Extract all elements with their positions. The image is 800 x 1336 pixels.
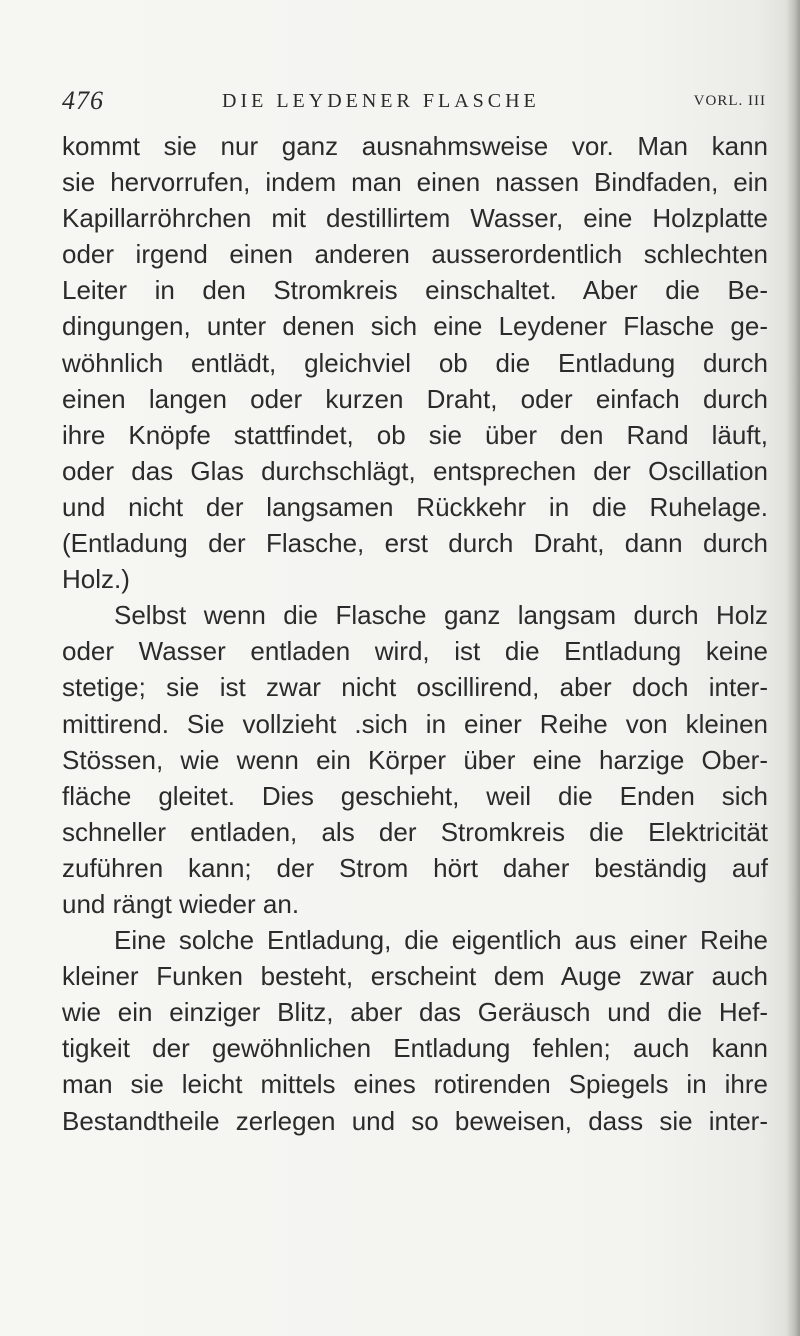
running-title: DIE LEYDENER FLASCHE: [222, 90, 540, 112]
text-line: und nicht der langsamen Rückkehr in die Ruhelage.: [62, 491, 768, 522]
text-line: schneller entladen, als der Stromkreis die Elektricität: [62, 816, 768, 847]
text-line: fläche gleitet. Dies geschieht, weil die Enden sich: [62, 780, 768, 811]
text-line: stetige; sie ist zwar nicht oscillirend, aber doch inter-: [62, 672, 768, 703]
text-line: Eine solche Entladung, die eigentlich aus einer Reihe: [114, 925, 768, 956]
text-line: dingungen, unter denen sich eine Leydener Flasche ge-: [62, 311, 768, 342]
text-line: oder irgend einen anderen ausserordentlich schlechten: [62, 239, 768, 270]
text-line: oder das Glas durchschlägt, entsprechen der Oscillation: [62, 455, 768, 486]
text-line: man sie leicht mittels eines rotirenden Spiegels in ihre: [62, 1069, 768, 1100]
text-line: ihre Knöpfe stattfindet, ob sie über den Rand läuft,: [62, 419, 768, 450]
text-line: Selbst wenn die Flasche ganz langsam durch Holz: [114, 600, 768, 631]
text-line: wöhnlich entlädt, gleichviel ob die Entladung durch: [62, 347, 768, 378]
body-text: [62, 128, 768, 1139]
text-line: kleiner Funken besteht, erscheint dem Auge zwar auch: [62, 961, 768, 992]
text-line: Bestandtheile zerlegen und so beweisen, dass sie inter-: [62, 1105, 768, 1136]
page-number: 476: [62, 86, 104, 115]
page-header: [62, 86, 770, 116]
text-line: Kapillarröhrchen mit destillirtem Wasser, eine Holzplatte: [62, 203, 768, 234]
lecture-reference: VORL. III: [693, 93, 766, 109]
text-line: Stössen, wie wenn ein Körper über eine harzige Ober-: [62, 744, 768, 775]
text-line: wie ein einziger Blitz, aber das Geräusch und die Hef-: [62, 997, 768, 1028]
text-line: Holz.): [62, 564, 130, 595]
text-line: mittirend. Sie vollzieht .sich in einer Reihe von kleinen: [62, 708, 768, 739]
text-line: kommt sie nur ganz ausnahmsweise vor. Man kann: [62, 131, 768, 161]
text-line: zuführen kann; der Strom hört daher beständig auf: [62, 852, 768, 883]
page-edge-shadow: [786, 0, 800, 1336]
text-line: sie hervorrufen, indem man einen nassen Bindfaden, ein: [62, 167, 768, 198]
text-line: (Entladung der Flasche, erst durch Draht, dann durch: [62, 528, 768, 559]
text-line: und rängt wieder an.: [62, 888, 300, 919]
text-line: Leiter in den Stromkreis einschaltet. Aber die Be-: [62, 275, 768, 306]
text-line: tigkeit der gewöhnlichen Entladung fehlen; auch kann: [62, 1033, 768, 1064]
text-line: einen langen oder kurzen Draht, oder einfach durch: [62, 383, 768, 414]
text-line: oder Wasser entladen wird, ist die Entladung keine: [62, 636, 768, 667]
